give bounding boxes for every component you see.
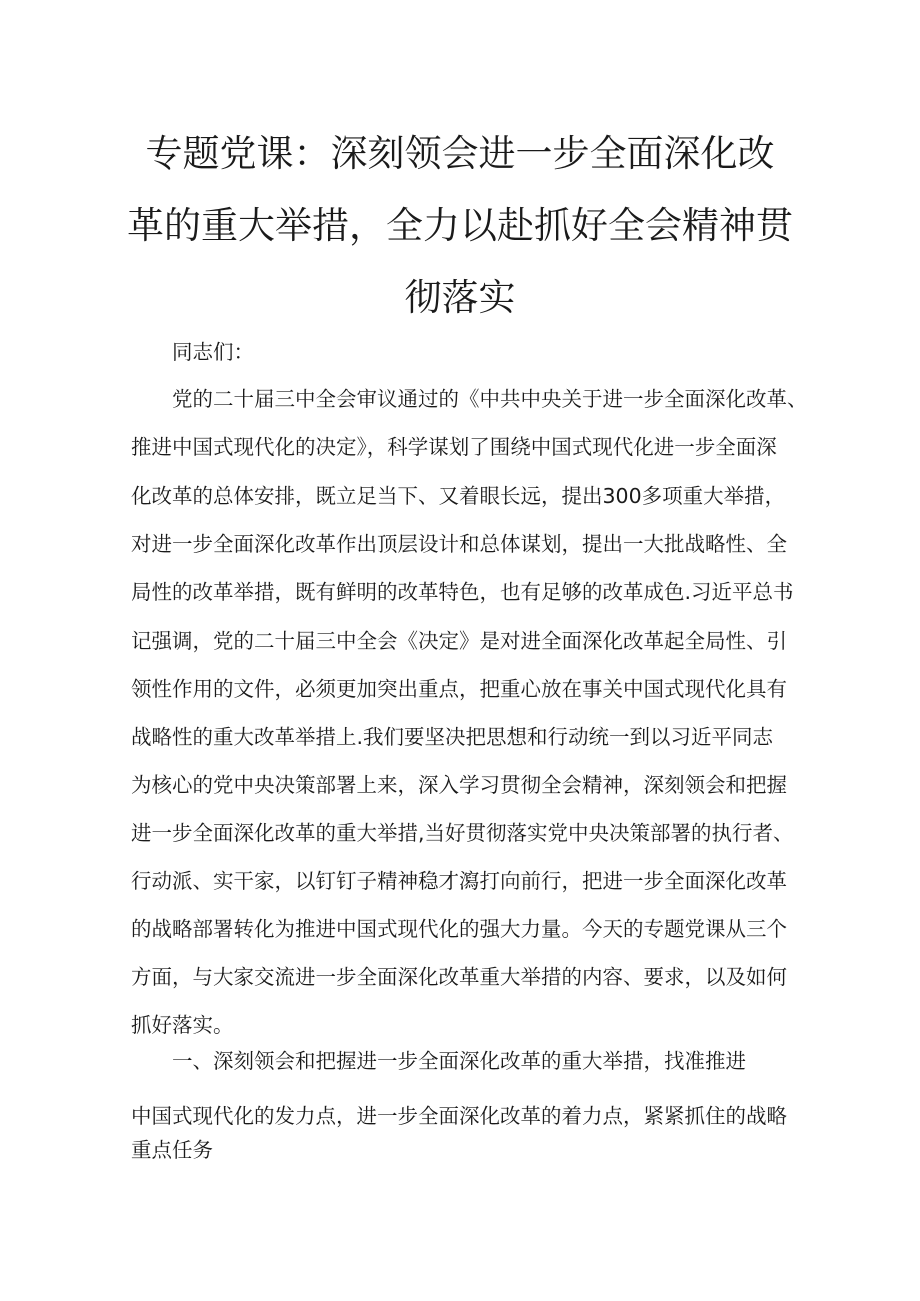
paragraph1-line: 记强调，党的二十届三中全会《决定》是对进全面深化改革起全局性、引 xyxy=(131,629,787,653)
paragraph1-line: 领性作用的文件，必须更加突出重点，把重心放在事关中国式现代化具有 xyxy=(131,677,787,701)
paragraph1-line: 局性的改革举措，既有鲜明的改革特色，也有足够的改革成色.习近平总书 xyxy=(131,580,794,604)
paragraph1-line: 化改革的总体安排，既立足当下、又着眼长远，提出300多项重大举措， xyxy=(131,484,786,508)
title-line-2: 革的重大举措，全力以赴抓好全会精神贯 xyxy=(127,204,793,247)
section1-heading-line: 中国式现代化的发力点，进一步全面深化改革的着力点，紧紧抓住的战略 xyxy=(131,1104,787,1128)
paragraph1-line: 对进一步全面深化改革作出顶层设计和总体谋划，提出一大批战略性、全 xyxy=(131,532,787,556)
paragraph1-line: 进一步全面深化改革的重大举措,当好贯彻落实党中央决策部署的执行者、 xyxy=(131,821,794,845)
paragraph1-line: 抓好落实。 xyxy=(131,1013,234,1037)
paragraph1-line: 方面，与大家交流进一步全面深化改革重大举措的内容、要求，以及如何 xyxy=(131,965,787,989)
title-line-1: 专题党课：深刻领会进一步全面深化改 xyxy=(145,132,775,175)
paragraph1-line: 推进中国式现代化的决定》，科学谋划了围绕中国式现代化进一步全面深 xyxy=(131,435,777,459)
title-line-3: 彻落实 xyxy=(404,276,516,319)
paragraph1-line: 党的二十届三中全会审议通过的《中共中央关于进一步全面深化改革、 xyxy=(172,387,808,411)
section1-heading-line: 一、深刻领会和把握进一步全面深化改革的重大举措，找准推进 xyxy=(172,1049,746,1073)
paragraph1-line: 战略性的重大改革举措上.我们要坚决把思想和行动统一到以习近平同志 xyxy=(131,725,774,749)
paragraph1-line: 行动派、实干家，以钉钉子精神稳才瀉打向前行，把进一步全面深化改革 xyxy=(131,869,787,893)
paragraph1-line: 的战略部署转化为推进中国式现代化的强大力量。今天的专题党课从三个 xyxy=(131,917,787,941)
paragraph1-line: 为核心的党中央决策部署上来，深入学习贯彻全会精神，深刻领会和把握 xyxy=(131,773,787,797)
section1-heading-line: 重点任务 xyxy=(131,1138,213,1162)
salutation: 同志们： xyxy=(172,340,254,364)
document-title xyxy=(120,118,800,334)
